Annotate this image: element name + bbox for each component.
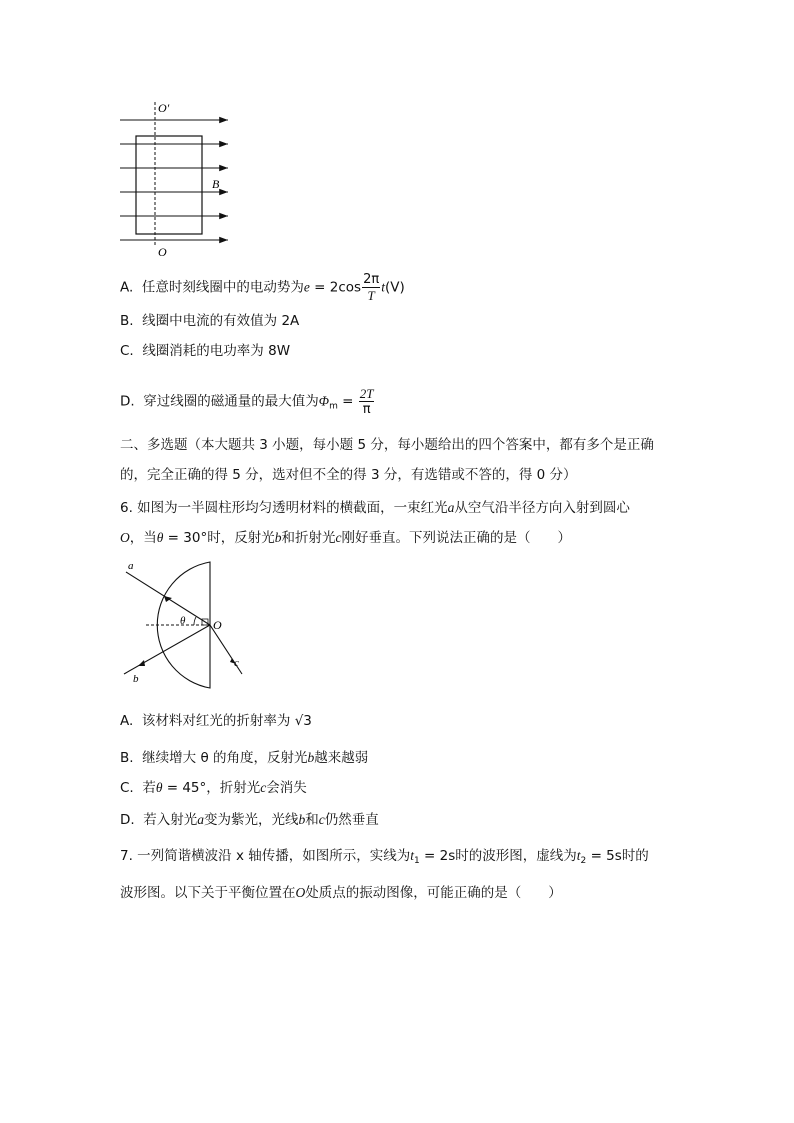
q6-stem-line2: O，当θ = 30°时，反射光b和折射光c刚好垂直。下列说法正确的是（ ）: [120, 530, 571, 546]
semicircle-refraction-figure: [118, 558, 248, 690]
q5-option-a: [120, 272, 405, 303]
q5-option-c: C. 线圈消耗的电功率为 8W: [120, 343, 291, 359]
option-letter: A.: [120, 279, 134, 296]
label-a: a: [128, 560, 134, 572]
q5-option-b: B. 线圈中电流的有效值为 2A: [120, 313, 300, 329]
section-heading-line2: 的，完全正确的得 5 分，选对但不全的得 3 分，有选错或不答的，得 0 分）: [120, 467, 577, 483]
fraction: $\frac{2\pi}{T}$: [363, 272, 380, 303]
label-theta: θ: [180, 615, 186, 627]
fraction: $\frac{2T}{\pi}$: [359, 386, 374, 417]
label-c: c: [234, 657, 239, 669]
coil-rectangle: [136, 136, 202, 234]
math-var: t: [381, 279, 385, 295]
q6-option-c: C. 若θ = 45°，折射光c会消失: [120, 780, 307, 796]
math-text: (V): [384, 279, 405, 296]
q6-option-a: A. 该材料对红光的折射率为 √3: [120, 713, 312, 729]
q6-option-d: D. 若入射光a变为紫光，光线b和c仍然垂直: [120, 812, 379, 828]
q5-option-d: D. 穿过线圈的磁通量的最大值为$\Phi_m$ = $\frac{2T}{\pi}$: [120, 386, 374, 417]
axis-label-top: O′: [158, 101, 170, 115]
math-text: = 2cos: [309, 279, 362, 296]
section-heading-line1: 二、多选题（本大题共 3 小题，每小题 5 分，每小题给出的四个答案中，都有多个是正确: [120, 437, 654, 453]
label-b: b: [133, 673, 139, 685]
q7-stem-line2: 波形图。以下关于平衡位置在O处质点的振动图像，可能正确的是（ ）: [120, 885, 562, 901]
coil-field-figure: [110, 96, 240, 262]
math-var: e: [303, 279, 310, 295]
field-label: B: [212, 177, 220, 191]
q6-stem-line1: 6. 如图为一半圆柱形均匀透明材料的横截面，一束红光a从空气沿半径方向入射到圆心: [120, 500, 630, 516]
label-O: O: [213, 618, 222, 632]
q7-stem-line1: 7. 一列简谐横波沿 x 轴传播，如图所示，实线为$t_1 = 2s$时的波形图，虚线为$t_2 = 5s$时的: [120, 848, 649, 866]
q6-option-b: B. 继续增大 θ 的角度，反射光b越来越弱: [120, 750, 369, 766]
axis-label-bottom: O: [158, 245, 167, 259]
reflected-ray: [124, 625, 210, 674]
option-text: 任意时刻线圈中的电动势为: [141, 279, 304, 296]
